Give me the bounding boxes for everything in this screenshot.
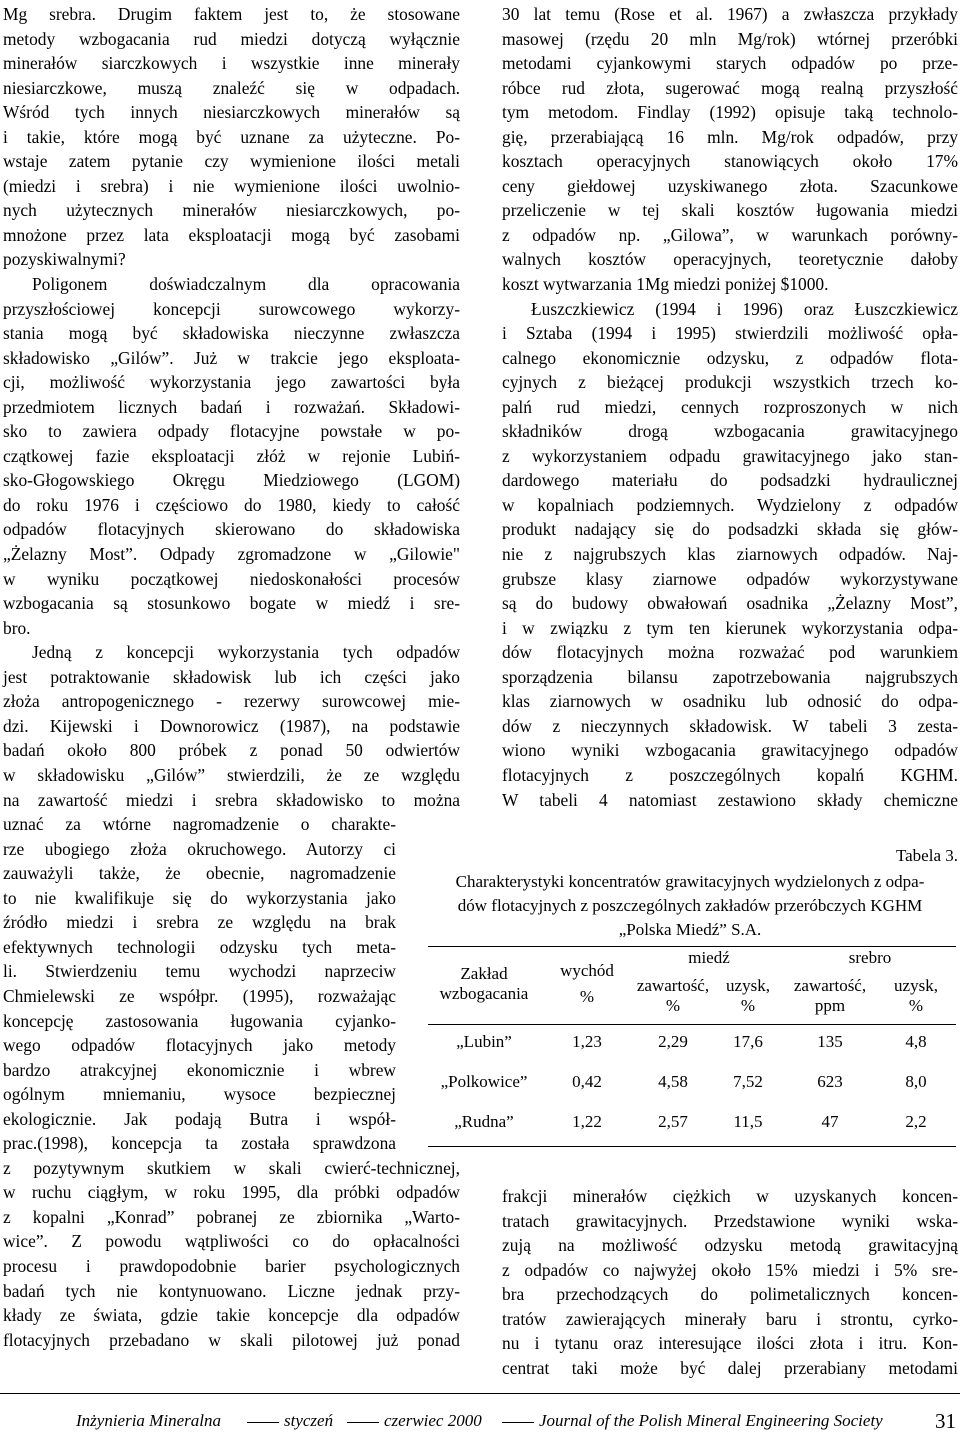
text-line: tratach grawitacyjnych. Przedstawione wyniki wska-	[502, 1210, 958, 1231]
text-line: efektywnych technologii odzysku tych meta-	[3, 936, 396, 957]
value-cell: 2,2	[905, 1112, 927, 1131]
footer-dash	[502, 1422, 534, 1423]
text-line: wice”. Z powodu wątpliwości co do opłacalności	[3, 1231, 460, 1252]
header-yield-line2: %	[579, 987, 595, 1006]
value-cell: 0,42	[572, 1072, 602, 1091]
value-cell: 1,23	[572, 1032, 602, 1051]
text-line: czątkowej fazie eksploatacji złóż w rejonie Lubiń-	[3, 445, 460, 466]
text-line: li. Stwierdzeniu temu wychodzi naprzeciw	[3, 961, 396, 982]
text-line: i takie, które mogą być uznane za użyteczne. Po-	[3, 126, 460, 147]
header-cu-content-line2: %	[665, 996, 681, 1015]
footer-dash	[347, 1422, 379, 1423]
text-line: w ruchu ciągłym, w roku 1995, dla próbki odpadów	[3, 1182, 460, 1203]
text-line: calnego ekonomicznie odzysku, z odpadów flota-	[502, 347, 958, 368]
text-line: Łuszczkiewicz (1994 i 1996) oraz Łuszczkiewicz	[531, 298, 958, 319]
header-ag-recovery-line1: uzysk,	[894, 976, 938, 995]
text-line: metodami cyjankowymi starych odpadów po prze-	[502, 53, 958, 74]
header-ag-content	[784, 970, 876, 1022]
header-ag-recovery-line2: %	[908, 996, 924, 1015]
header-silver: srebro	[848, 948, 892, 967]
text-line: badań tych nie kontynuowano. Liczne jednak przy-	[3, 1280, 460, 1301]
right-column-bottom	[502, 1184, 958, 1380]
text-line: procesu i prawdopodobnie barier psychologicznych	[3, 1256, 460, 1277]
text-line: sko to zawiera odpady flotacyjne powstałe w po-	[3, 421, 460, 442]
header-plant-line2: wzbogacania	[439, 984, 529, 1003]
text-line: frakcji minerałów ciężkich w uzyskanych koncen-	[502, 1186, 958, 1206]
text-line: flotacyjnych przebadano w skali pilotowej już ponad	[3, 1329, 460, 1350]
text-line: koncepcję zastosowania ługowania cyjanko-	[3, 1010, 396, 1031]
data-table	[428, 946, 956, 1142]
text-line: i Sztaba (1994 i 1995) stwierdzili możliwość opła-	[502, 323, 958, 344]
table-row	[428, 1022, 956, 1062]
text-line: z pozytywnym skutkiem w skali cwierć-technicznej,	[3, 1157, 460, 1178]
text-line: bro.	[3, 617, 31, 638]
text-line: bardzo atrakcyjnej ekonomicznie i wbrew	[3, 1059, 396, 1080]
text-line: bra przechodzących do polimetalicznych koncen-	[502, 1284, 958, 1305]
text-line: minerałów siarczkowych i wszystkie inne minerały	[3, 53, 460, 74]
text-line: dardowego materiału do podsadzki hydraulicznej	[502, 470, 958, 491]
text-line: nu i tytanu oraz interesujące ilości złota i itru. Kon-	[502, 1333, 958, 1354]
text-line: nych użytecznych minerałów niesiarczkowych, po-	[3, 200, 460, 221]
table-rule-bottom	[428, 1146, 956, 1147]
value-cell: 47	[821, 1112, 839, 1131]
text-line: metody wzbogacania rud miedzi dotyczą wyłącznie	[3, 28, 460, 49]
footer-journal-pl: Inżynieria Mineralna	[76, 1411, 221, 1430]
text-line: W tabeli 4 natomiast zestawiono składy chemiczne	[502, 789, 958, 810]
text-line: flotacyjnych z poszczególnych kopalń KGHM.	[502, 764, 958, 785]
value-cell: 4,58	[658, 1072, 688, 1091]
text-line: ekologicznie. Jak podają Butra i współ-	[3, 1108, 396, 1129]
text-line: Mg srebra. Drugim faktem jest to, że stosowane	[3, 4, 460, 24]
text-line: na zawartość miedzi i srebra składowisko to można	[3, 789, 460, 810]
table-rule-mid	[428, 1024, 956, 1025]
text-line: do roku 1976 i częściowo do 1980, kiedy to całość	[3, 494, 460, 515]
footer-date-start: styczeń	[284, 1411, 334, 1430]
table-caption	[420, 870, 960, 942]
value-cell: 623	[817, 1072, 843, 1091]
header-ag-content-line2: ppm	[814, 996, 846, 1015]
text-line: walnych kosztów operacyjnych, teoretycznie dałoby	[502, 249, 958, 270]
table-row	[428, 1102, 956, 1142]
header-ag-content-line1: zawartość,	[793, 976, 867, 995]
text-line: składników drogą wzbogacania grawitacyjnego	[502, 421, 958, 442]
page-number: 31	[935, 1409, 956, 1433]
text-line: produkt nadający się do podsadzki składa się głów-	[502, 519, 958, 540]
text-line: palń rud miedzi, cennych rozproszonych w nich	[502, 396, 958, 417]
text-line: nie z najgrubszych klas ziarnowych odpadów. Naj-	[502, 544, 958, 565]
text-line: sko-Głogowskiego Okręgu Miedziowego (LGOM)	[3, 470, 460, 491]
text-line: wstaje zatem pytanie czy wymienione ilości metali	[3, 151, 460, 172]
footer-journal-en: Journal of the Polish Mineral Engineering Society	[539, 1411, 883, 1430]
header-plant-line1: Zakład	[460, 964, 508, 983]
text-line: to nie kwalifikuje się do wykorzystania jako	[3, 887, 396, 908]
text-line: Poligonem doświadczalnym dla opracowania	[32, 274, 460, 295]
text-line: róbce rud złota, sugerować mogą realną przyszłość	[502, 77, 958, 98]
text-line: Jedną z koncepcji wykorzystania tych odpadów	[32, 642, 460, 663]
text-line: z kopalni „Konrad” pobranej ze zbiornika „Warto-	[3, 1206, 460, 1227]
table-caption-line: Charakterystyki koncentratów grawitacyjnych wydzielonych z odpa-	[455, 872, 925, 891]
text-line: odpadów flotacyjnych skierowano do składowiska	[3, 519, 460, 540]
value-cell: 8,0	[905, 1072, 927, 1091]
text-line: tym metodom. Findlay (1992) opisuje taką technolo-	[502, 102, 958, 123]
text-line: są do budowy obwałowań osadnika „Żelazny Most”,	[502, 593, 958, 614]
text-line: mnożone przez lata eksploatacji mogą być zasobami	[3, 224, 460, 245]
table-number: Tabela 3.	[895, 846, 958, 865]
text-line: jest potraktowanie składowisk lub ich części jako	[3, 666, 460, 687]
text-line: centrat taki może być dalej przerabiany metodami	[502, 1357, 958, 1378]
text-line: ogólnym mniemaniu, wysoce bezpiecznej	[3, 1084, 396, 1105]
text-line: w kopalniach podziemnych. Wydzielony z odpadów	[502, 494, 958, 515]
footer-rule	[0, 1393, 960, 1394]
text-line: składowisko „Gilów”. Już w trakcie jego eksploata-	[3, 347, 460, 368]
value-cell: 4,8	[905, 1032, 927, 1051]
plant-name-cell: „Lubin”	[456, 1032, 512, 1051]
text-line: wzbogacania są stosunkowo bogate w miedź i sre-	[3, 593, 460, 614]
text-line: stania mogą być składowiska nieczynne zwłaszcza	[3, 323, 460, 344]
text-line: badań około 800 próbek z ponad 50 odwiertów	[3, 740, 460, 761]
text-line: wego odpadów flotacyjnych jako metody	[3, 1035, 396, 1056]
text-line: niesiarczkowe, muszą znaleźć się w odpadach.	[3, 77, 460, 98]
text-line: źródło miedzi i srebra ze względu na brak	[3, 912, 396, 933]
header-plant	[428, 946, 540, 1022]
left-column	[3, 2, 460, 812]
text-line: zują na możliwość odzysku metodą grawitacyjną	[502, 1235, 958, 1256]
plant-name-cell: „Rudna”	[454, 1112, 514, 1131]
header-cu-content-line1: zawartość,	[636, 976, 710, 995]
text-line: cji, możliwość wykorzystania jego zawartości była	[3, 372, 460, 393]
header-cu-recovery	[712, 970, 784, 1022]
footer-date-end: czerwiec 2000	[384, 1411, 482, 1430]
header-yield-line1: wychód	[560, 961, 614, 980]
left-column-narrow	[3, 812, 396, 1156]
text-line: ceny giełdowej uzyskiwanego złota. Szacunkowe	[502, 175, 958, 196]
header-yield	[540, 946, 634, 1022]
footer-dash	[247, 1422, 279, 1423]
value-cell: 2,57	[658, 1112, 688, 1131]
text-line: przyszłościowej koncepcji surowcowego wykorzy-	[3, 298, 460, 319]
header-cu-content	[634, 970, 712, 1022]
text-line: sporządzenia bilansu zapotrzebowania najgrubszych	[502, 666, 958, 687]
text-line: Chmielewski ze współpr. (1995), rozważając	[3, 985, 396, 1006]
text-line: przedmiotem licznych badań i rozważań. Składowi-	[3, 396, 460, 417]
plant-name-cell: „Polkowice”	[440, 1072, 528, 1091]
table-caption-line: dów flotacyjnych z poszczególnych zakładów przeróbczych KGHM	[457, 896, 923, 915]
text-line: złoża antropogenicznego - rezerwy surowcowej mie-	[3, 691, 460, 712]
text-line: masowej (rzędu 20 mln Mg/rok) wtórnej przeróbki	[502, 28, 958, 49]
text-line: w wyniku początkowej niedoskonałości procesów	[3, 568, 460, 589]
table-body	[428, 1022, 956, 1142]
value-cell: 1,22	[572, 1112, 602, 1131]
header-cu-recovery-line2: %	[740, 996, 756, 1015]
text-line: prac.(1998), koncepcja ta została sprawdzona	[3, 1133, 396, 1154]
text-line: dów z nieczynnych składowisk. W tabeli 3 zesta-	[502, 715, 958, 736]
text-line: „Żelazny Most”. Odpady zgromadzone w „Gilowie"	[3, 544, 460, 565]
header-copper: miedź	[688, 948, 730, 967]
text-line: dów flotacyjnych można rozważać pod warunkiem	[502, 642, 958, 663]
text-line: z wykorzystaniem odpadu grawitacyjnego jako stan-	[502, 445, 958, 466]
table-row	[428, 1062, 956, 1102]
left-column-bottom	[3, 1156, 460, 1352]
text-line: klas ziarnowych w osadniku lub odnosić do odpa-	[502, 691, 958, 712]
right-column	[502, 2, 958, 812]
value-cell: 7,52	[733, 1072, 763, 1091]
text-line: (miedzi i srebra) i nie wymienione ilości uwolnio-	[3, 175, 460, 196]
text-line: kłady ze świata, gdzie takie koncepcje dla odpadów	[3, 1305, 460, 1326]
value-cell: 2,29	[658, 1032, 688, 1051]
text-line: cyjnych z bieżącej produkcji wszystkich trzech ko-	[502, 372, 958, 393]
text-line: 30 lat temu (Rose et al. 1967) a zwłaszcza przykłady	[502, 4, 958, 24]
text-line: dzi. Kijewski i Downorowicz (1987), na podstawie	[3, 715, 460, 736]
header-ag-recovery	[876, 970, 956, 1022]
text-line: przeliczenie w tej skali kosztów ługowania miedzi	[502, 200, 958, 221]
text-line: z odpadów co najwyżej około 15% miedzi i 5% sre-	[502, 1259, 958, 1280]
text-line: koszt wytwarzania 1Mg miedzi poniżej $1000.	[502, 274, 829, 295]
text-line: tratów zawierających minerały baru i strontu, cyrko-	[502, 1308, 958, 1329]
text-line: rze ubogiego złoża okruchowego. Autorzy ci	[3, 838, 396, 859]
text-line: z odpadów np. „Gilowa”, w warunkach porówny-	[502, 224, 958, 245]
text-line: zauważyli także, że obecnie, nagromadzenie	[3, 863, 396, 884]
text-line: i w związku z tym ten kierunek wykorzystania odpa-	[502, 617, 958, 638]
value-cell: 135	[817, 1032, 843, 1051]
value-cell: 11,5	[733, 1112, 763, 1131]
text-line: gię, przerabiającą 16 mln. Mg/rok odpadów, przy	[502, 126, 958, 147]
text-line: Wśród tych innych niesiarczkowych minerałów są	[3, 102, 460, 123]
text-line: kosztach operacyjnych stanowiących około 17%	[502, 151, 958, 172]
text-line: uznać za wtórne nagromadzenie o charakte-	[3, 814, 396, 835]
table-caption-line: „Polska Miedź” S.A.	[618, 920, 762, 939]
value-cell: 17,6	[733, 1032, 763, 1051]
text-line: grubsze klasy ziarnowe odpadów wykorzystywane	[502, 568, 958, 589]
text-line: pozyskiwalnymi?	[3, 249, 126, 270]
text-line: w składowisku „Gilów” stwierdzili, że ze względu	[3, 764, 460, 785]
header-cu-recovery-line1: uzysk,	[726, 976, 770, 995]
text-line: wiono wyniki wzbogacania grawitacyjnego odpadów	[502, 740, 958, 761]
